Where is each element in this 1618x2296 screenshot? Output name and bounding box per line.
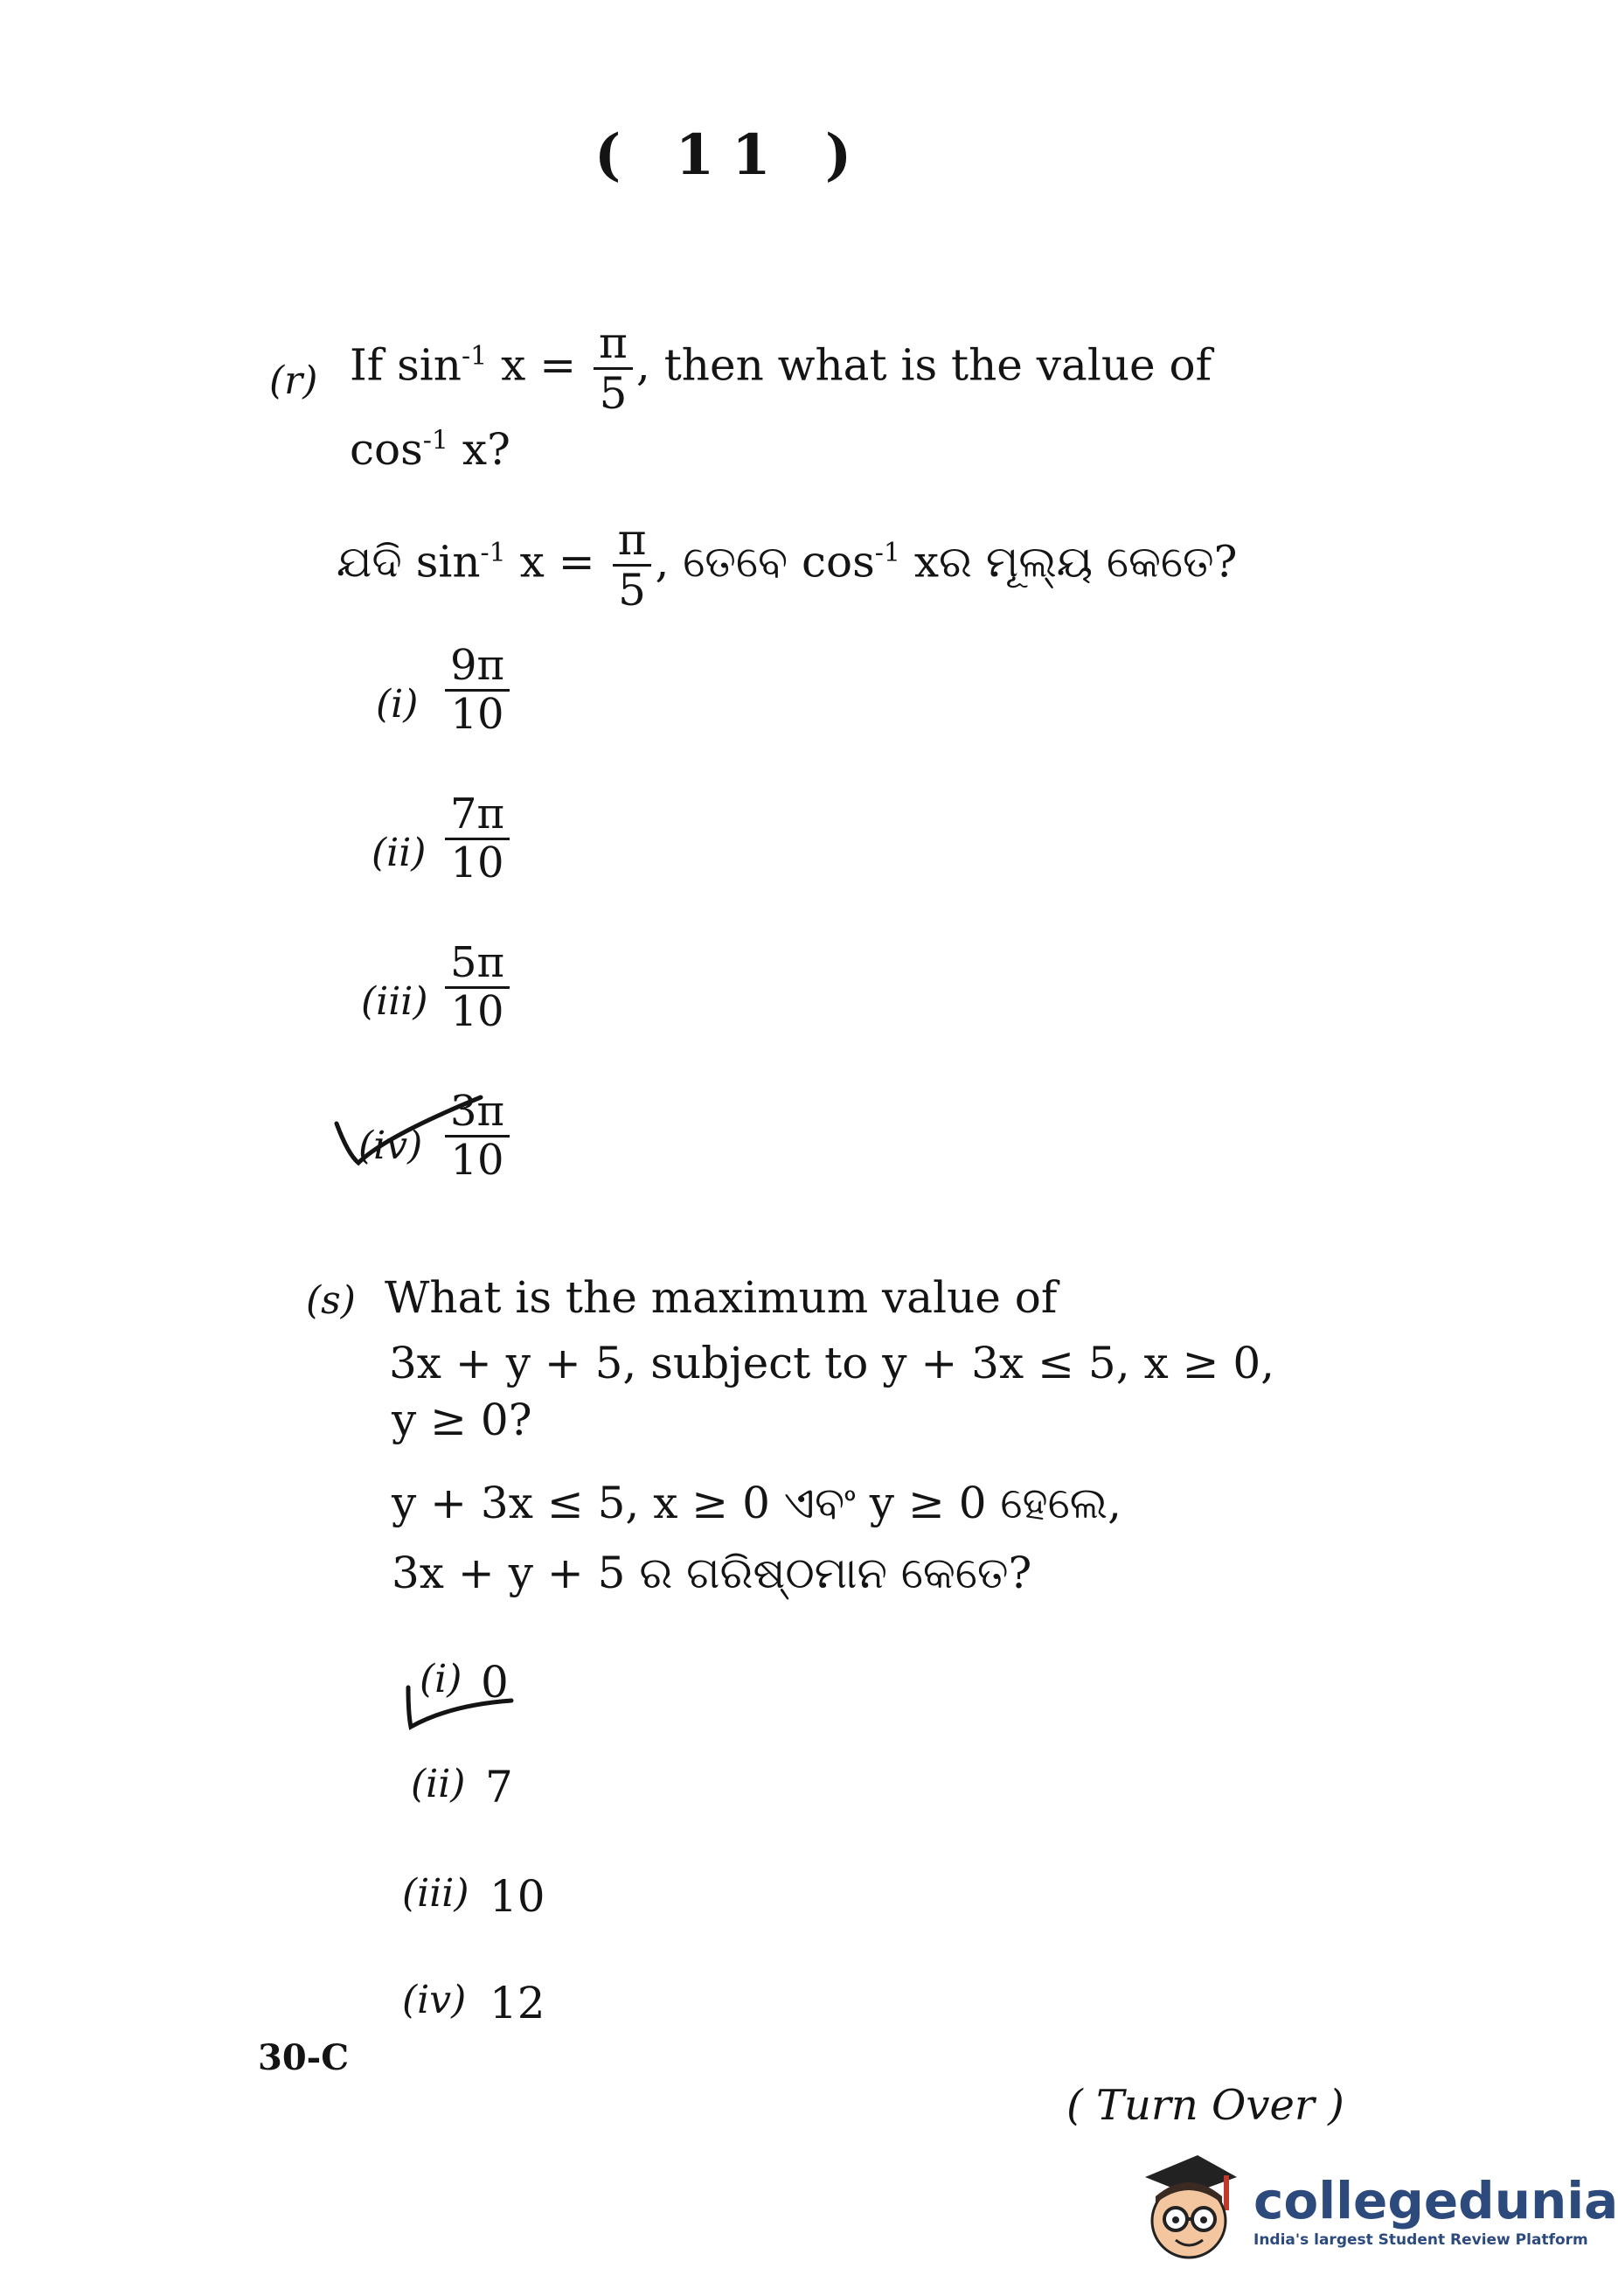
question-r-label: (r): [269, 358, 318, 403]
option-s-i-label: (i): [420, 1657, 462, 1701]
question-r-text: If sin: [350, 339, 462, 391]
option-s-iii-value: 10: [490, 1871, 545, 1922]
fraction-numerator: π: [613, 516, 652, 567]
question-s-english-line2: 3x + y + 5, subject to y + 3x ≤ 5, x ≥ 0,: [389, 1338, 1275, 1388]
fraction-numerator: 5π: [445, 940, 510, 989]
fraction-denominator: 5: [599, 368, 628, 419]
fraction-denominator: 10: [450, 1135, 504, 1185]
question-r-text: , then what is the value of: [635, 339, 1212, 391]
page-number: ( 11 ): [594, 122, 870, 188]
question-s-odia-line1: y + 3x ≤ 5, x ≥ 0 ଏବଂ y ≥ 0 ହେଲେ,: [392, 1478, 1122, 1528]
question-r-text: x?: [448, 424, 510, 475]
turn-over-note: ( Turn Over ): [1066, 2081, 1344, 2130]
question-s-english-line1: What is the maximum value of: [385, 1272, 1058, 1323]
fraction-numerator: 9π: [445, 643, 510, 692]
fraction-denominator: 10: [450, 838, 504, 887]
fraction-denominator: 5: [618, 565, 646, 616]
question-r-english-line1: [350, 319, 1212, 418]
fraction-numerator: π: [594, 319, 633, 370]
question-r-text: x =: [487, 339, 591, 391]
option-r-ii-label: (ii): [372, 831, 427, 875]
fraction-numerator: 3π: [445, 1089, 510, 1138]
question-s-english-line3: y ≥ 0?: [392, 1395, 532, 1445]
option-r-i-label: (i): [376, 682, 419, 727]
logo-name: collegedunia: [1253, 2171, 1618, 2230]
question-r-text: cos: [350, 424, 423, 475]
option-s-ii-value: 7: [485, 1762, 513, 1812]
paper-code: 30-C: [258, 2037, 350, 2078]
question-s-odia-line2: 3x + y + 5 ର ଗରିଷ୍ଠମାନ କେତେ?: [392, 1548, 1032, 1598]
fraction-pi-over-5: [613, 516, 652, 615]
option-r-i-value: [445, 643, 510, 738]
superscript: -1: [874, 537, 900, 568]
question-r-odia-line: [337, 516, 1237, 615]
option-s-iv-label: (iv): [402, 1978, 467, 2022]
superscript: -1: [480, 537, 506, 568]
question-r-odia-text: ଯଦି sin: [337, 536, 481, 588]
option-r-iii-value: [445, 940, 510, 1035]
question-r-odia-text: x =: [505, 536, 609, 588]
fraction-pi-over-5: [594, 319, 633, 418]
fraction-denominator: 10: [450, 689, 504, 739]
option-s-ii-label: (ii): [411, 1762, 466, 1806]
option-r-iv-label: (iv): [358, 1124, 423, 1168]
option-r-iii-label: (iii): [361, 979, 428, 1024]
question-s-label: (s): [306, 1278, 356, 1323]
fraction-numerator: 7π: [445, 791, 510, 840]
fraction-denominator: 10: [450, 986, 504, 1036]
question-r-odia-text: , ତେବେ cos: [655, 536, 875, 588]
question-r-english-line2: [350, 424, 510, 475]
option-r-ii-value: [445, 791, 510, 887]
superscript: -1: [462, 340, 488, 372]
tick-mark-icon: [332, 1093, 490, 1172]
option-s-iv-value: 12: [490, 1978, 545, 2028]
question-r-odia-text: xର ମୂଲ୍ୟ କେତେ?: [899, 536, 1238, 588]
option-s-i-value: 0: [481, 1657, 509, 1708]
option-s-iii-label: (iii): [402, 1871, 469, 1916]
superscript: -1: [422, 425, 448, 456]
student-mascot-icon: [1136, 2151, 1241, 2273]
tick-mark-icon: [398, 1661, 520, 1740]
logo-tagline: India's largest Student Review Platform: [1253, 2231, 1588, 2249]
collegedunia-logo: [1136, 2151, 1618, 2273]
